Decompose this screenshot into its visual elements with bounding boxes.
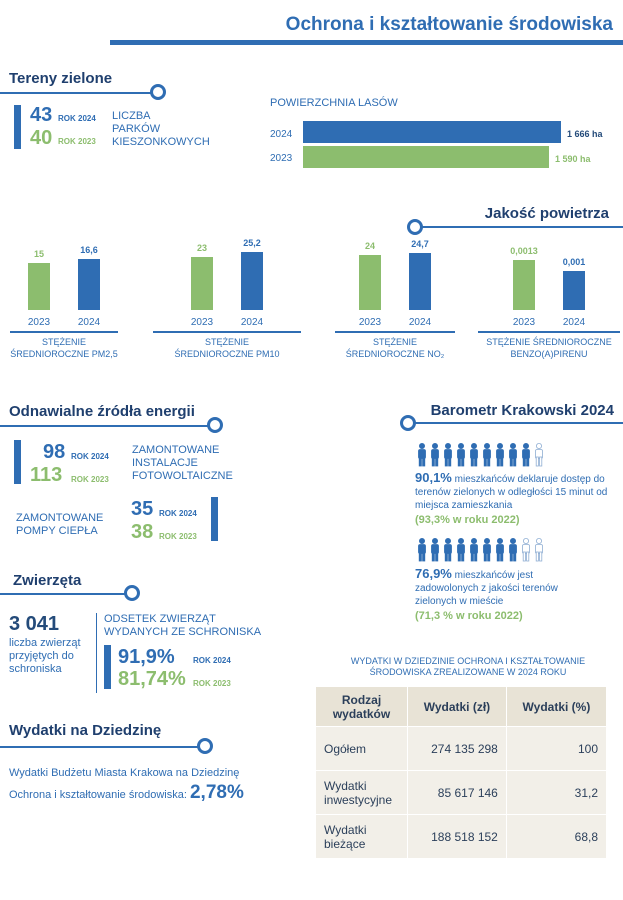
adoption-2023-value: 81,74% <box>118 668 186 690</box>
person-filled-icon <box>520 443 532 467</box>
table-cell-pct: 68,8 <box>506 815 606 859</box>
hp-2023-value: 38 <box>131 521 154 543</box>
parks-2023-value: 40 <box>30 127 53 149</box>
hp-2024-year: ROK 2024 <box>159 509 197 518</box>
animals-count: 3 041 <box>9 613 60 635</box>
table-row <box>316 727 607 771</box>
air-value-label: 23 <box>196 243 207 253</box>
air-chart-label: STĘŻENIE ŚREDNIOROCZNE NO₂ <box>345 337 445 359</box>
section-line <box>420 226 623 228</box>
forest-bar-2024 <box>303 121 561 143</box>
person-outline-icon <box>520 538 532 562</box>
pv-label: ZAMONTOWANE INSTALACJE FOTOWOLTAICZNE <box>132 444 233 482</box>
air-year-label: 2023 <box>27 317 51 328</box>
air-chart-baseline <box>153 331 301 333</box>
person-filled-icon <box>468 443 480 467</box>
person-filled-icon <box>429 443 441 467</box>
page-title: Ochrona i kształtowanie środowiska <box>285 14 613 35</box>
forest-bar-2023 <box>303 146 549 168</box>
parks-2024-value: 43 <box>30 104 53 126</box>
section-dot <box>207 417 223 433</box>
air-chart-baseline <box>335 331 455 333</box>
person-filled-icon <box>416 443 428 467</box>
table-header-row <box>316 687 607 727</box>
column-header: Wydatki (zł) <box>408 687 507 727</box>
table-cell-amount: 188 518 152 <box>408 815 507 859</box>
forest-value-2024: 1 666 ha <box>567 129 603 139</box>
accent-bar <box>104 645 111 689</box>
section-line <box>413 422 623 424</box>
hp-2023-year: ROK 2023 <box>159 532 197 541</box>
air-chart-label: STĘŻENIE ŚREDNIOROCZNE BENZO(A)PIRENU <box>486 337 612 359</box>
section-line <box>0 746 200 748</box>
forest-year-2023: 2023 <box>270 153 293 164</box>
air-value-label: 24 <box>364 241 375 251</box>
forest-value-2023: 1 590 ha <box>555 154 591 164</box>
section-dot <box>150 84 166 100</box>
accent-bar <box>211 497 218 541</box>
person-filled-icon <box>481 538 493 562</box>
person-filled-icon <box>429 538 441 562</box>
animals-count-label: liczba zwierząt przyjętych do schroniska <box>9 637 81 675</box>
expenditure-table <box>315 686 607 859</box>
air-year-label: 2024 <box>562 317 586 328</box>
accent-bar <box>14 105 21 149</box>
air-value-label: 24,7 <box>411 239 429 249</box>
air-value-label: 25,2 <box>243 238 261 248</box>
air-bar <box>563 271 585 310</box>
forest-title: POWIERZCHNIA LASÓW <box>270 97 398 109</box>
person-filled-icon <box>442 538 454 562</box>
air-bar <box>78 259 100 310</box>
accent-bar <box>14 440 21 484</box>
air-year-label: 2023 <box>358 317 382 328</box>
table-caption: WYDATKI W DZIEDZINIE OCHRONA I KSZTAŁTOWANIE ŚRODOWISKA ZREALIZOWANE W 2024 ROKU <box>350 656 586 677</box>
air-value-label: 16,6 <box>80 245 98 255</box>
adoption-2024-value: 91,9% <box>118 646 175 668</box>
air-year-label: 2023 <box>190 317 214 328</box>
section-title-green-areas: Tereny zielone <box>9 70 113 87</box>
section-title-barometer: Barometr Krakowski 2024 <box>430 402 614 419</box>
header-underline <box>110 40 623 45</box>
air-chart-label: STĘŻENIE ŚREDNIOROCZNE PM2,5 <box>10 337 118 359</box>
table-cell-pct: 31,2 <box>506 771 606 815</box>
air-value-label: 0,001 <box>562 257 586 267</box>
table-cell-type: Ogółem <box>316 727 408 771</box>
section-line <box>0 593 128 595</box>
pv-2023-year: ROK 2023 <box>71 475 109 484</box>
section-title-animals: Zwierzęta <box>13 572 82 589</box>
adoption-2024-year: ROK 2024 <box>193 656 231 665</box>
air-year-label: 2024 <box>240 317 264 328</box>
spending-value: 2,78% <box>189 782 244 803</box>
table-row <box>316 771 607 815</box>
person-outline-icon <box>533 538 545 562</box>
air-value-label: 15 <box>33 249 44 259</box>
parks-2024-year: ROK 2024 <box>58 114 96 123</box>
person-filled-icon <box>455 538 467 562</box>
pv-2024-year: ROK 2024 <box>71 452 109 461</box>
person-filled-icon <box>455 443 467 467</box>
air-bar <box>191 257 213 310</box>
air-bar <box>513 260 535 310</box>
air-year-label: 2024 <box>408 317 432 328</box>
air-bar <box>241 252 263 310</box>
person-filled-icon <box>481 443 493 467</box>
air-bar <box>28 263 50 310</box>
pv-2023-value: 113 <box>30 464 63 486</box>
person-filled-icon <box>468 538 480 562</box>
table-cell-amount: 85 617 146 <box>408 771 507 815</box>
hp-label: ZAMONTOWANE POMPY CIEPŁA <box>16 512 104 537</box>
section-title-air: Jakość powietrza <box>484 205 609 222</box>
air-chart-label: STĘŻENIE ŚREDNIOROCZNE PM10 <box>174 337 280 359</box>
section-dot <box>197 738 213 754</box>
air-chart-baseline <box>478 331 620 333</box>
table-cell-type: Wydatki inwestycyjne <box>316 771 408 815</box>
parks-2023-year: ROK 2023 <box>58 137 96 146</box>
section-dot <box>124 585 140 601</box>
adoption-2023-year: ROK 2023 <box>193 679 231 688</box>
table-row <box>316 815 607 859</box>
section-title-renewable: Odnawialne źródła energii <box>9 403 195 420</box>
forest-year-2024: 2024 <box>270 129 293 140</box>
air-chart-baseline <box>10 331 118 333</box>
section-title-spending: Wydatki na Dziedzinę <box>9 722 162 739</box>
person-filled-icon <box>442 443 454 467</box>
barometer-stat-1: 90,1% mieszkańców deklaruje dostęp do terenów zielonych w odległości 15 minut od miejsca zamieszkania (93,3% w roku 2022) <box>415 470 608 526</box>
table-cell-pct: 100 <box>506 727 606 771</box>
person-filled-icon <box>507 538 519 562</box>
air-bar <box>359 255 381 310</box>
air-year-label: 2024 <box>77 317 101 328</box>
column-header: Rodzaj wydatków <box>316 687 408 727</box>
divider <box>96 613 97 693</box>
person-outline-icon <box>533 443 545 467</box>
people-row-2 <box>416 538 566 562</box>
spending-line-2: Ochrona i kształtowanie środowiska: 2,78% <box>9 782 244 803</box>
person-filled-icon <box>494 443 506 467</box>
pv-2024-value: 98 <box>43 441 66 463</box>
hp-2024-value: 35 <box>131 498 154 520</box>
parks-label: LICZBA PARKÓW KIESZONKOWYCH <box>112 110 210 148</box>
adoption-label: ODSETEK ZWIERZĄT WYDANYCH ZE SCHRONISKA <box>104 613 262 638</box>
air-year-label: 2023 <box>512 317 536 328</box>
person-filled-icon <box>507 443 519 467</box>
barometer-stat-2: 76,9% mieszkańców jest zadowolonych z jakości terenów zielonych w mieście (71,3 % w roku 2022) <box>415 566 558 622</box>
people-row-1 <box>416 443 566 467</box>
person-filled-icon <box>416 538 428 562</box>
section-line <box>0 425 212 427</box>
spending-line-1: Wydatki Budżetu Miasta Krakowa na Dziedzinę <box>9 767 240 779</box>
table-cell-type: Wydatki bieżące <box>316 815 408 859</box>
person-filled-icon <box>494 538 506 562</box>
section-line <box>0 92 155 94</box>
air-bar <box>409 253 431 310</box>
air-value-label: 0,0013 <box>510 246 538 256</box>
column-header: Wydatki (%) <box>506 687 606 727</box>
table-cell-amount: 274 135 298 <box>408 727 507 771</box>
